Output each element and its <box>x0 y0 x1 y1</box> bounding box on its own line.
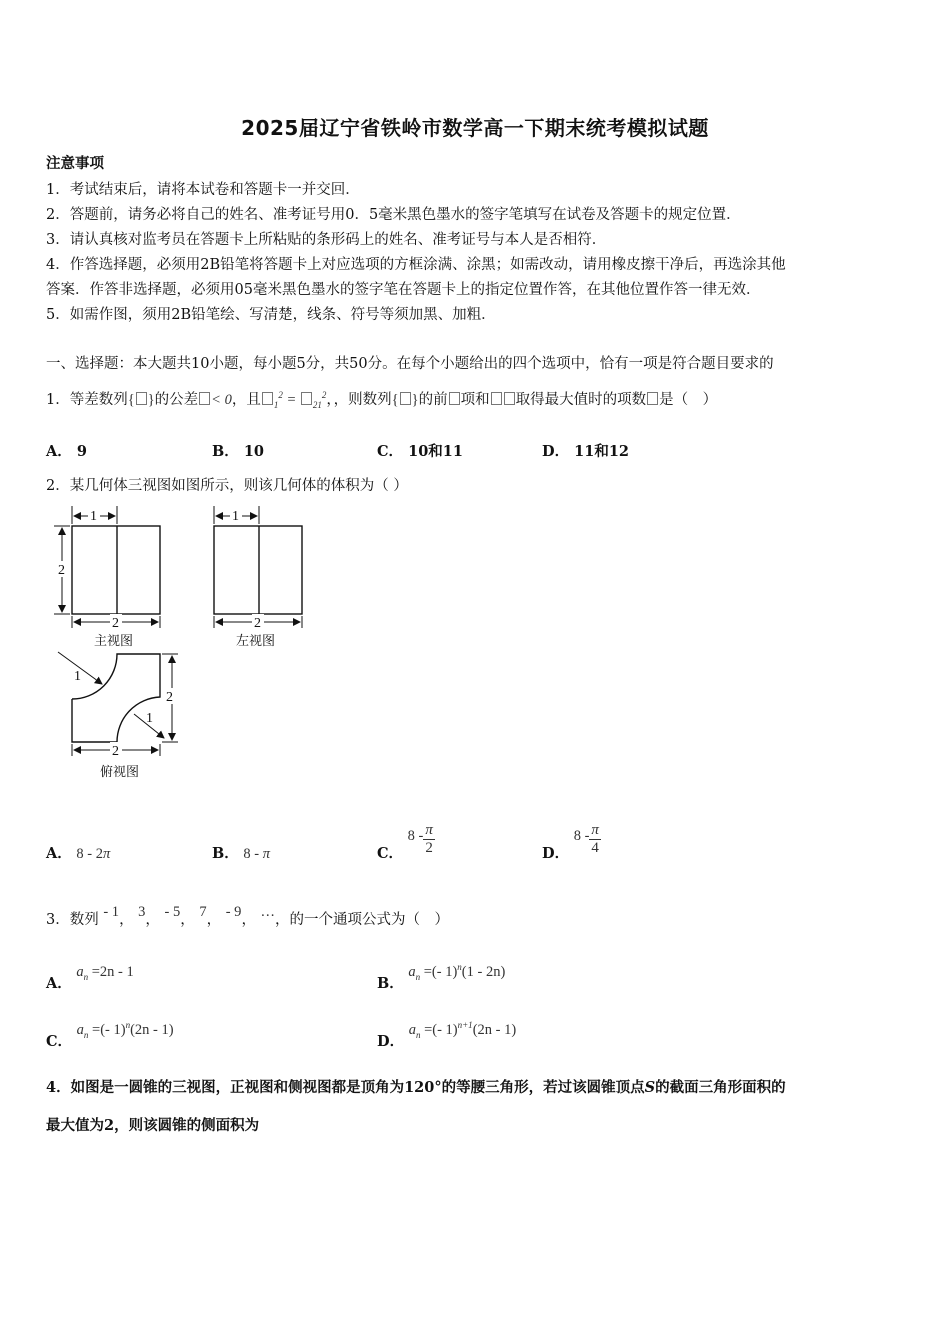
q1-number: 1． <box>46 392 70 408</box>
notice-item: 3．请认真核对监考员在答题卡上所粘贴的条形码上的姓名、准考证号与本人是否相符． <box>46 232 607 248</box>
dim-label: 1 <box>90 509 97 524</box>
q1-option-c: C． 10和11 <box>377 443 463 460</box>
q1-math: 21 <box>312 399 322 410</box>
q3-option-d: D． $a_n$ =(- 1)$^{n+1}$(2n - 1) <box>377 1020 517 1050</box>
q1-text: 等差数列 <box>69 392 128 408</box>
side-view <box>214 506 302 649</box>
placeholder-icon <box>199 392 210 405</box>
placeholder-icon <box>262 392 273 405</box>
q2-option-b: B． 8 - π <box>212 845 270 862</box>
question-1: 1．等差数列{ }的公差 < 0，且 $_1^2$ = $_{21}^2$，，则数列{ }的前 项和 取得最大值时的项数 是（ ） <box>46 390 718 410</box>
set-brace-icon: { } <box>127 392 155 408</box>
placeholder-icon <box>504 392 515 405</box>
top-view-caption: 俯视图 <box>100 765 140 780</box>
q1-option-d: D． 11和12 <box>542 443 629 460</box>
q1-text: 的前 <box>418 392 448 408</box>
question-4-line-2: 最大值为2，则该圆锥的侧面积为 <box>46 1117 260 1134</box>
three-view-figure <box>48 500 348 790</box>
dim-label: 1 <box>146 711 153 726</box>
notice-item: 4．作答选择题，必须用2B铅笔将答题卡上对应选项的方框涂满、涂黑；如需改动，请用橡皮擦干净后，再选涂其他 <box>46 257 786 273</box>
dim-label: 2 <box>58 563 65 578</box>
page-title: 2025届辽宁省铁岭市数学高一下期末统考模拟试题 <box>241 116 709 140</box>
section-heading: 一、选择题：本大题共10小题，每小题5分，共50分。在每个小题给出的四个选项中，恰有一项是符合题目要求的 <box>46 356 774 372</box>
dim-label: 2 <box>166 690 173 705</box>
front-view-caption: 主视图 <box>94 634 134 649</box>
dim-label: 1 <box>74 669 81 684</box>
notice-heading: 注意事项 <box>46 155 104 172</box>
q1-text: 的公差 <box>154 392 199 408</box>
notice-item: 答案．作答非选择题，必须用05毫米黑色墨水的签字笔在答题卡上的指定位置作答，在其他位置作答一律无效． <box>46 282 761 298</box>
question-4: 4．如图是一圆锥的三视图，正视图和侧视图都是顶角为120°的等腰三角形，若过该圆锥顶点S的截面三角形面积的 <box>46 1079 786 1096</box>
q2-option-d: D． 8 - $\frac{\pi}{4}$ <box>542 822 599 862</box>
q2-option-a: A． 8 - 2π <box>46 845 111 862</box>
q1-math: = <box>286 392 297 408</box>
q1-text: 取得最大值时的项数 <box>515 392 647 408</box>
set-brace-icon: { } <box>391 392 419 408</box>
placeholder-icon <box>449 392 460 405</box>
dim-label: 2 <box>112 616 119 631</box>
q1-text: 是（ ） <box>659 392 718 408</box>
placeholder-icon <box>491 392 502 405</box>
q2-option-c: C． 8 - $\frac{\pi}{2}$ <box>377 822 433 862</box>
q1-text: ，且 <box>231 392 261 408</box>
notice-item: 2．答题前，请务必将自己的姓名、准考证号用0．5毫米黑色墨水的签字笔填写在试卷及答题卡的规定位置． <box>46 207 741 223</box>
q1-math: < 0 <box>211 392 232 408</box>
top-view <box>58 652 178 780</box>
q1-math: 1 <box>273 399 279 410</box>
question-3: 3．数列 - 1， 3， - 5， 7， - 9， …，的一个通项公式为（ ） <box>46 904 450 928</box>
q1-option-a: A． 9 <box>46 443 87 460</box>
placeholder-icon <box>301 392 312 405</box>
q3-option-c: C． $a_n$ =(- 1)$^n$(2n - 1) <box>46 1020 174 1050</box>
q1-text: ，则数列 <box>333 392 392 408</box>
q1-math: 2 <box>321 390 327 401</box>
q3-option-a: A． $a_n =2n - 1$ <box>46 964 134 992</box>
placeholder-icon <box>647 392 658 405</box>
q1-math: 2 <box>278 390 283 401</box>
question-2: 2．某几何体三视图如图所示，则该几何体的体积为（ ） <box>46 478 408 494</box>
q1-text: 项和 <box>460 392 490 408</box>
dim-label: 2 <box>112 744 119 759</box>
side-view-caption: 左视图 <box>236 634 276 649</box>
notice-item: 5．如需作图，须用2B铅笔绘、写清楚，线条、符号等须加黑、加粗． <box>46 307 496 323</box>
dim-label: 2 <box>254 616 261 631</box>
notice-item: 1．考试结束后，请将本试卷和答题卡一并交回． <box>46 182 360 198</box>
q3-option-b: B． $a_n$ =(- 1)$^n$(1 - 2n) <box>377 962 506 992</box>
q1-option-b: B． 10 <box>212 443 265 460</box>
dim-label: 1 <box>232 509 239 524</box>
front-view <box>54 506 160 649</box>
